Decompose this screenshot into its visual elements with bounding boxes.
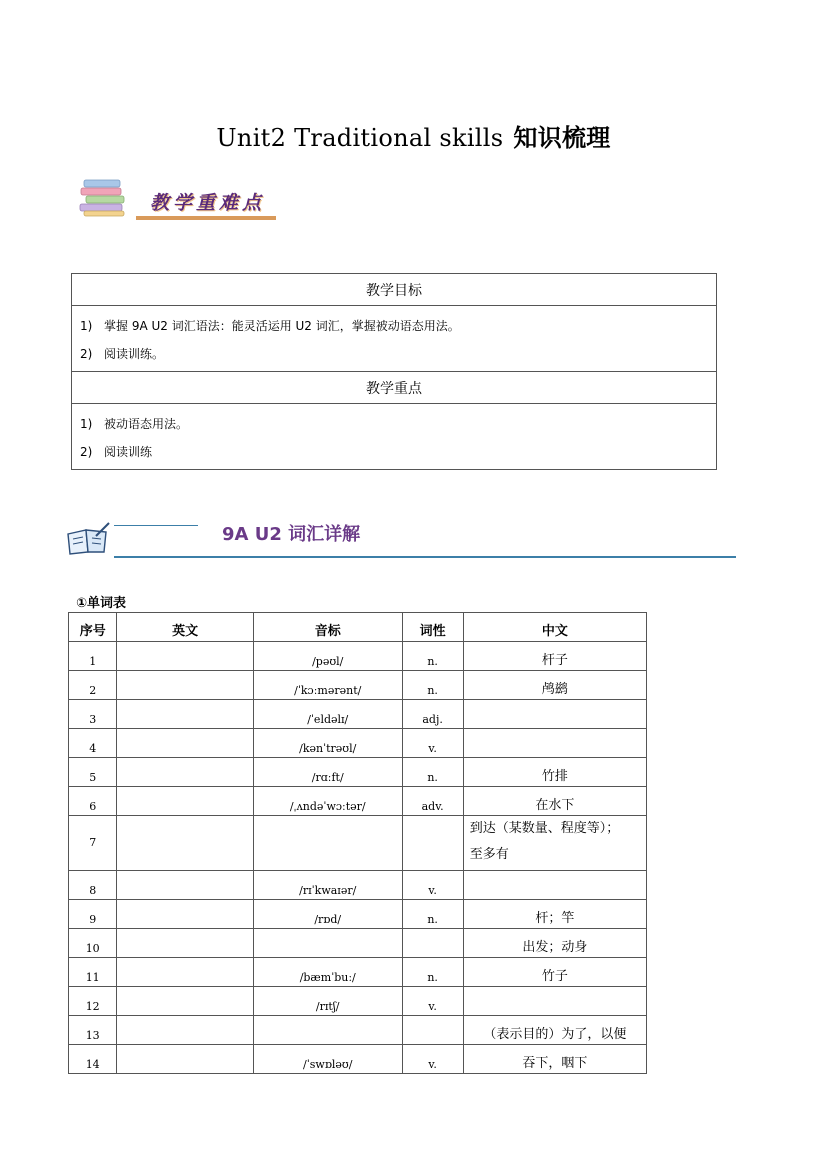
word-table-caption: ①单词表 bbox=[76, 596, 127, 611]
table-row: 10 出发；动身 bbox=[69, 929, 647, 958]
pos-blank-cell[interactable] bbox=[402, 816, 463, 871]
col-en-header: 英文 bbox=[117, 613, 254, 642]
english-blank-cell[interactable] bbox=[117, 871, 254, 900]
section-underline bbox=[136, 216, 276, 220]
english-blank-cell[interactable] bbox=[117, 729, 254, 758]
ipa-blank-cell[interactable] bbox=[253, 816, 402, 871]
table-row: 2 /ˈkɔːmərənt/ n. 鸬鹚 bbox=[69, 671, 647, 700]
col-cn-header: 中文 bbox=[463, 613, 646, 642]
english-blank-cell[interactable] bbox=[117, 929, 254, 958]
list-item: 2) 阅读训练。 bbox=[80, 347, 165, 361]
table-row: 14 /ˈswɒləʊ/ v. 吞下，咽下 bbox=[69, 1045, 647, 1074]
section-header-vocabulary bbox=[66, 518, 736, 560]
section-label-key-points: 教学重难点 bbox=[150, 192, 266, 214]
chinese-blank-cell[interactable] bbox=[463, 987, 646, 1016]
english-blank-cell[interactable] bbox=[117, 816, 254, 871]
col-pos-header: 词性 bbox=[402, 613, 463, 642]
english-blank-cell[interactable] bbox=[117, 1045, 254, 1074]
table-row: 3 /ˈeldəlɪ/ adj. bbox=[69, 700, 647, 729]
table-row: 11 /bæmˈbuː/ n. 竹子 bbox=[69, 958, 647, 987]
section-rule-long bbox=[114, 556, 736, 558]
chinese-blank-cell[interactable] bbox=[463, 729, 646, 758]
goals-table bbox=[71, 273, 717, 470]
key-points-header: 教学重点 bbox=[72, 372, 717, 404]
english-blank-cell[interactable] bbox=[117, 1016, 254, 1045]
table-row: 6 /ˌʌndəˈwɔːtər/ adv. 在水下 bbox=[69, 787, 647, 816]
chinese-blank-cell[interactable] bbox=[463, 700, 646, 729]
table-row: 12 /rɪtʃ/ v. bbox=[69, 987, 647, 1016]
section-label-vocabulary: 9A U2 词汇详解 bbox=[222, 524, 361, 545]
table-header-row bbox=[69, 613, 647, 642]
english-blank-cell[interactable] bbox=[117, 642, 254, 671]
section-rule-short bbox=[114, 525, 198, 526]
books-stack-icon bbox=[78, 178, 130, 218]
table-row: 1 /pəʊl/ n. 杆子 bbox=[69, 642, 647, 671]
english-blank-cell[interactable] bbox=[117, 758, 254, 787]
english-blank-cell[interactable] bbox=[117, 787, 254, 816]
list-item: 2) 阅读训练 bbox=[80, 445, 153, 459]
list-item: 1) 被动语态用法。 bbox=[80, 417, 189, 431]
table-row: 4 /kənˈtrəʊl/ v. bbox=[69, 729, 647, 758]
page-title-en: Unit2 Traditional skills bbox=[216, 124, 504, 152]
table-row: 13 （表示目的）为了，以便 bbox=[69, 1016, 647, 1045]
table-row: 7 到达（某数量、程度等）； 至多有 bbox=[69, 816, 647, 871]
english-blank-cell[interactable] bbox=[117, 958, 254, 987]
english-blank-cell[interactable] bbox=[117, 900, 254, 929]
english-blank-cell[interactable] bbox=[117, 671, 254, 700]
page-title-cn: 知识梳理 bbox=[513, 124, 611, 152]
ipa-blank-cell[interactable] bbox=[253, 1016, 402, 1045]
key-points-list bbox=[72, 404, 717, 470]
chinese-blank-cell[interactable] bbox=[463, 871, 646, 900]
english-blank-cell[interactable] bbox=[117, 700, 254, 729]
open-book-pen-icon bbox=[66, 522, 110, 556]
table-row: 8 /rɪˈkwaɪər/ v. bbox=[69, 871, 647, 900]
english-blank-cell[interactable] bbox=[117, 987, 254, 1016]
objective-header: 教学目标 bbox=[72, 274, 717, 306]
table-row: 9 /rɒd/ n. 杆；竿 bbox=[69, 900, 647, 929]
pos-blank-cell[interactable] bbox=[402, 929, 463, 958]
col-num-header: 序号 bbox=[69, 613, 117, 642]
word-table bbox=[68, 612, 647, 1074]
page-title bbox=[0, 118, 827, 153]
objective-list bbox=[72, 306, 717, 372]
section-header-key-points bbox=[78, 176, 298, 226]
list-item: 1) 掌握 9A U2 词汇语法：能灵活运用 U2 词汇，掌握被动语态用法。 bbox=[80, 319, 460, 333]
table-row: 5 /rɑːft/ n. 竹排 bbox=[69, 758, 647, 787]
ipa-blank-cell[interactable] bbox=[253, 929, 402, 958]
col-ipa-header: 音标 bbox=[253, 613, 402, 642]
pos-blank-cell[interactable] bbox=[402, 1016, 463, 1045]
